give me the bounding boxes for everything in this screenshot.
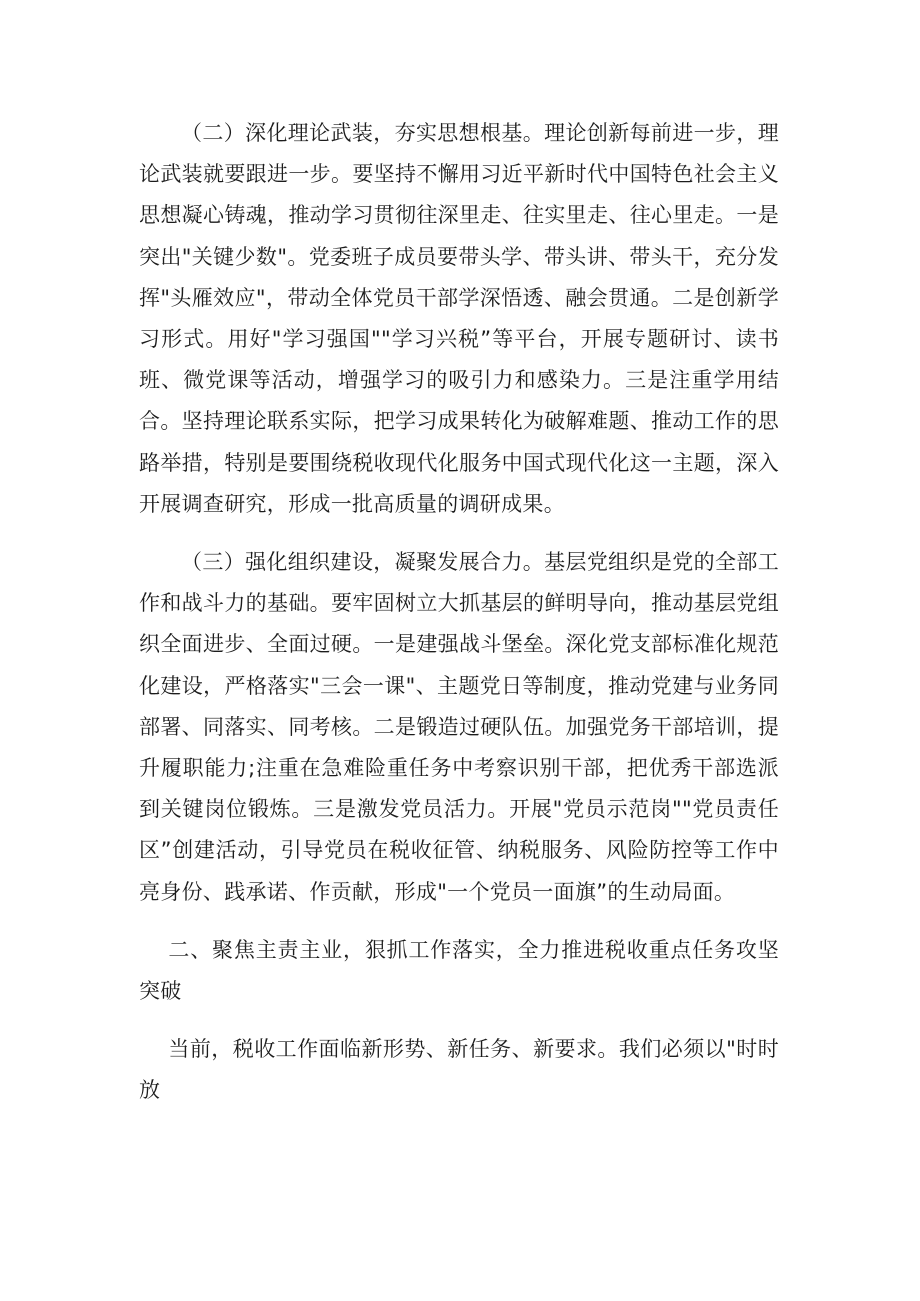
paragraph-current-situation: 当前，税收工作面临新形势、新任务、新要求。我们必须以"时时放 (139, 1037, 779, 1103)
section-heading-main-duties: 二、聚焦主责主业，狠抓工作落实，全力推进税收重点任务攻坚突破 (139, 937, 779, 1004)
paragraph-theory-arming: （二）深化理论武装，夯实思想根基。理论创新每前进一步，理论武装就要跟进一步。要坚持不懈用习近平新时代中国特色社会主义思想凝心铸魂，推动学习贯彻往深里走、往实里走、往心里走。一是突出"关键少数"。党委班子成员要带头学、带头讲、带头干，充分发挥"头雁效应"，带动全体党员干部学深悟透、融会贯通。二是创新学习形式。用好"学习强国""学习兴税”等平台，开展专题研讨、读书班、微党课等活动，增强学习的吸引力和感染力。三是注重学用结合。坚持理论联系实际，把学习成果转化为破解难题、推动工作的思路举措，特别是要围绕税收现代化服务中国式现代化这一主题，深入开展调查研究，形成一批高质量的调研成果。 (139, 121, 779, 516)
document-body (139, 113, 779, 1129)
paragraph-organization-building: （三）强化组织建设，凝聚发展合力。基层党组织是党的全部工作和战斗力的基础。要牢固树立大抓基层的鲜明导向，推动基层党组织全面进步、全面过硬。一是建强战斗堡垒。深化党支部标准化规范化建设，严格落实"三会一课"、主题党日等制度，推动党建与业务同部署、同落实、同考核。二是锻造过硬队伍。加强党务干部培训，提升履职能力;注重在急难险重任务中考察识别干部，把优秀干部选派到关键岗位锻炼。三是激发党员活力。开展"党员示范岗""党员责任区”创建活动，引导党员在税收征管、纳税服务、风险防控等工作中亮身份、践承诺、作贡献，形成"一个党员一面旗”的生动局面。 (139, 550, 779, 904)
